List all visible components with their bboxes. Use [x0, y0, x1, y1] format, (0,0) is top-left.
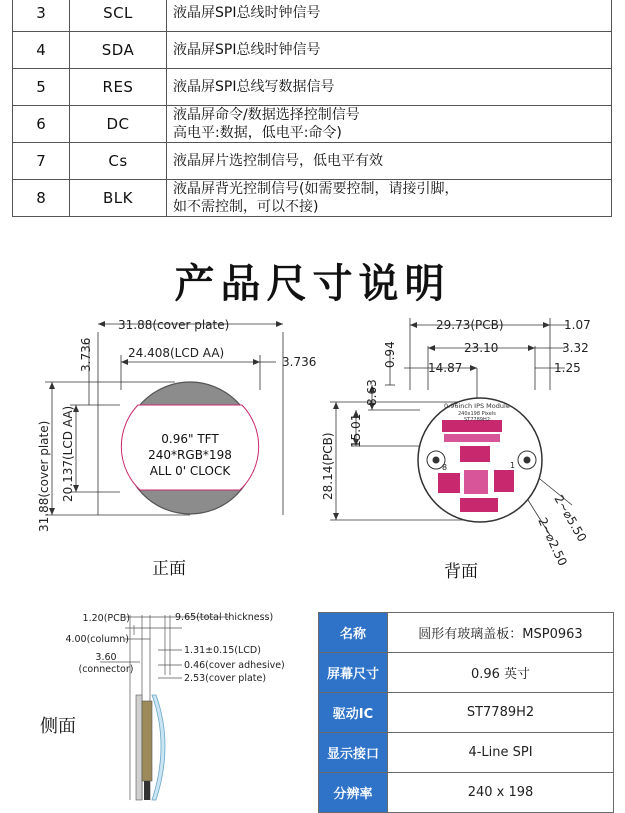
table-row: [13, 143, 612, 180]
table-row: [319, 613, 614, 653]
dim-14-87: 14.87: [428, 361, 463, 375]
pin-table: [12, 0, 612, 217]
pin-signal: BLK: [70, 180, 167, 217]
table-row: [13, 106, 612, 143]
spec-table: [318, 612, 614, 813]
table-row: [13, 180, 612, 217]
hole-callout-large: 2~⌀5.50: [551, 492, 590, 545]
side-label-pcb: 1.20(PCB): [82, 613, 130, 624]
pin-description-line: 如不需控制，可以不接): [173, 199, 319, 215]
pin-mark: 8: [442, 463, 448, 472]
dim-15-01: 15.01: [349, 413, 363, 448]
spec-value: 圆形有玻璃盖板：MSP0963: [388, 613, 614, 653]
pin-description: 液晶屏SPI总线时钟信号: [167, 32, 612, 69]
module-label-line: 240x198 Pixels: [458, 411, 496, 417]
dim-offset-top: 3.736: [79, 337, 93, 372]
table-row: [319, 693, 614, 733]
dim-8-63: 8.63: [365, 379, 379, 406]
pin-number: 6: [13, 106, 70, 143]
front-view-drawing: [0, 310, 317, 555]
side-view-drawing: [65, 605, 310, 800]
dim-cover-height: 31.88(cover plate): [37, 420, 51, 532]
screen-text-line: 0.96" TFT: [161, 432, 219, 446]
dim-cover-width: 31.88(cover plate): [118, 318, 230, 332]
pin-number: 4: [13, 32, 70, 69]
dim-1-25: 1.25: [554, 361, 581, 375]
front-view-caption: 正面: [152, 559, 186, 579]
table-row: [13, 69, 612, 106]
table-row: [13, 32, 612, 69]
spec-key: 分辨率: [319, 773, 388, 813]
table-row: [13, 0, 612, 32]
pin-description: 液晶屏片选控制信号，低电平有效: [167, 143, 612, 180]
dim-lcd-width: 24.408(LCD AA): [128, 346, 225, 360]
side-label-lcd: 1.31±0.15(LCD): [184, 645, 261, 656]
screen-text-line: ALL 0' CLOCK: [149, 464, 231, 478]
spec-value: 0.96 英寸: [388, 653, 614, 693]
hole-callout-small: 2~⌀2.50: [535, 515, 570, 569]
pin-description: 液晶屏SPI总线时钟信号: [167, 0, 612, 32]
dim-1-07: 1.07: [564, 318, 591, 332]
dim-offset-right: 3.736: [282, 355, 317, 369]
table-row: [319, 653, 614, 693]
spec-value: 240 x 198: [388, 773, 614, 813]
pin-description: [167, 180, 612, 217]
side-label-adhesive: 0.46(cover adhesive): [184, 660, 285, 671]
spec-key: 驱动IC: [319, 693, 388, 733]
pin-description: [167, 106, 612, 143]
pin-number: 3: [13, 0, 70, 32]
dim-23-10: 23.10: [464, 341, 499, 355]
pin-number: 7: [13, 143, 70, 180]
pin-description-line: 液晶屏命令/数据选择控制信号: [173, 107, 360, 123]
module-label-line: ST7789H2: [464, 417, 490, 423]
module-label-line: 0.96inch IPS Module: [444, 402, 510, 410]
dim-pcb-height: 28.14(PCB): [321, 432, 335, 500]
side-label-column: 4.00(column): [65, 634, 129, 645]
pin-mark: 1: [510, 461, 516, 470]
pin-number: 8: [13, 180, 70, 217]
screen-text-line: 240*RGB*198: [148, 448, 232, 462]
spec-key: 显示接口: [319, 733, 388, 773]
back-view-drawing: [310, 310, 625, 575]
dim-pcb-width: 29.73(PCB): [436, 318, 504, 332]
side-label-total: 9.65(total thickness): [175, 612, 274, 623]
spec-key: 名称: [319, 613, 388, 653]
pin-number: 5: [13, 69, 70, 106]
dim-0-94: 0.94: [383, 341, 397, 368]
pin-signal: Cs: [70, 143, 167, 180]
dim-lcd-height: 20.137(LCD AA): [61, 405, 75, 502]
dim-3-32: 3.32: [562, 341, 589, 355]
back-view-caption: 背面: [444, 562, 478, 582]
spec-key: 屏幕尺寸: [319, 653, 388, 693]
pin-signal: DC: [70, 106, 167, 143]
pin-signal: RES: [70, 69, 167, 106]
side-label-connector: 3.60: [95, 652, 117, 663]
pin-description-line: 液晶屏背光控制信号(如需要控制，请接引脚，: [173, 181, 459, 197]
table-row: [319, 773, 614, 813]
pin-description: 液晶屏SPI总线写数据信号: [167, 69, 612, 106]
side-label-connector-sub: (connector): [78, 664, 134, 675]
spec-value: 4-Line SPI: [388, 733, 614, 773]
section-title: 产品尺寸说明: [174, 261, 451, 307]
spec-value: ST7789H2: [388, 693, 614, 733]
side-label-cover: 2.53(cover plate): [184, 673, 267, 684]
pin-signal: SDA: [70, 32, 167, 69]
table-row: [319, 733, 614, 773]
pin-signal: SCL: [70, 0, 167, 32]
pin-description-line: 高电平:数据，低电平:命令): [173, 125, 342, 141]
side-view-caption: 侧面: [40, 716, 76, 737]
